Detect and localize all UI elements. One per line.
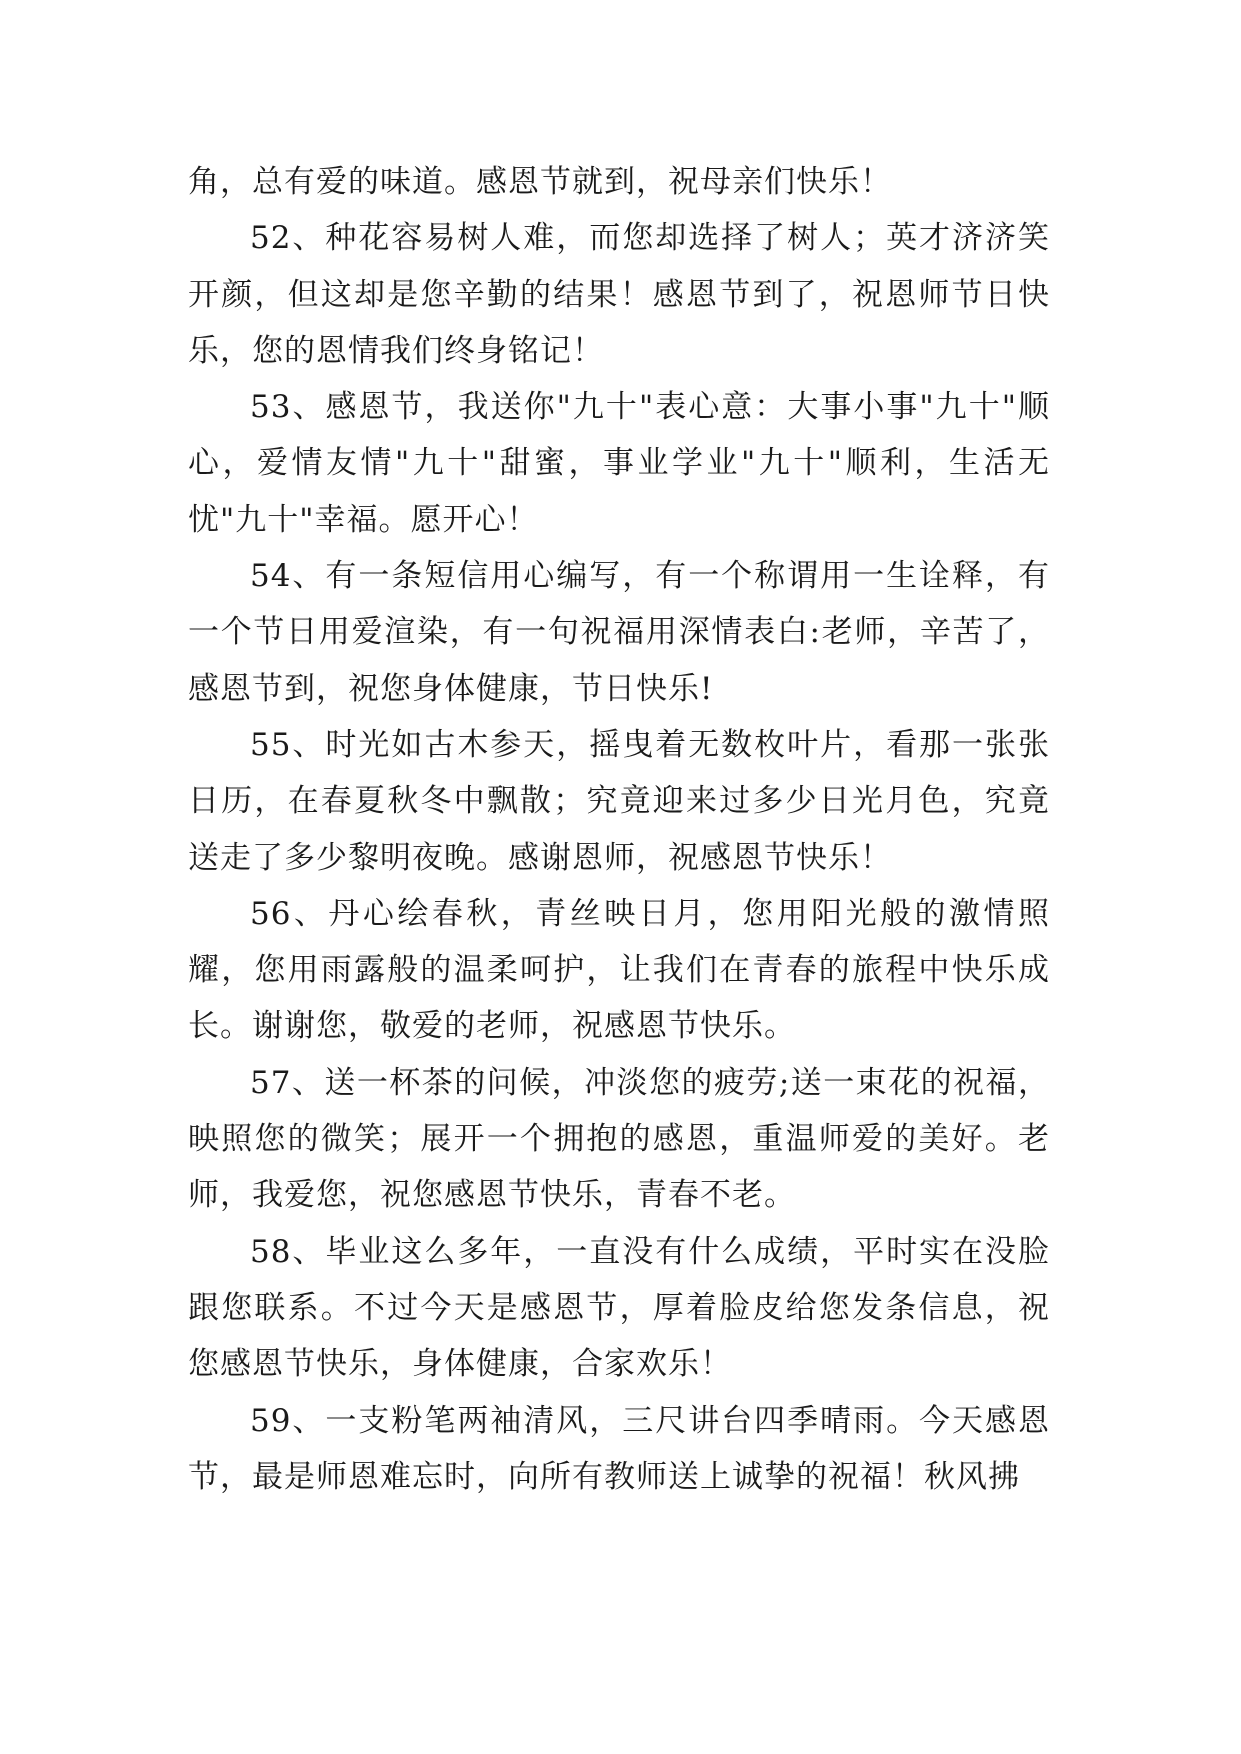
paragraph-59: 59、一支粉笔两袖清风，三尺讲台四季晴雨。今天感恩节，最是师恩难忘时，向所有教师送上诚挚的祝福！秋风拂: [188, 1402, 1050, 1495]
paragraph-52: 52、种花容易树人难，而您却选择了树人；英才济济笑开颜，但这却是您辛勤的结果！感恩节到了，祝恩师节日快乐，您的恩情我们终身铭记！: [188, 220, 1050, 369]
paragraph-continuation: 角，总有爱的味道。感恩节就到，祝母亲们快乐！: [188, 164, 892, 200]
paragraph-53: 53、感恩节，我送你"九十"表心意：大事小事"九十"顺心，爱情友情"九十"甜蜜，事业学业"九十"顺利，生活无忧"九十"幸福。愿开心！: [188, 389, 1050, 538]
paragraph-56: 56、丹心绘春秋，青丝映日月，您用阳光般的激情照耀，您用雨露般的温柔呵护，让我们在青春的旅程中快乐成长。谢谢您，敬爱的老师，祝感恩节快乐。: [188, 895, 1050, 1045]
document-body: [188, 154, 1050, 1505]
paragraph-54: 54、有一条短信用心编写，有一个称谓用一生诠释，有一个节日用爱渲染，有一句祝福用深情表白:老师，辛苦了，感恩节到，祝您身体健康，节日快乐!: [188, 558, 1050, 707]
paragraph-57: 57、送一杯茶的问候，冲淡您的疲劳;送一束花的祝福，映照您的微笑；展开一个拥抱的感恩，重温师爱的美好。老师，我爱您，祝您感恩节快乐，青春不老。: [188, 1064, 1050, 1214]
paragraph-55: 55、时光如古木参天，摇曳着无数枚叶片，看那一张张日历，在春夏秋冬中飘散；究竟迎来过多少日光月色，究竟送走了多少黎明夜晚。感谢恩师，祝感恩节快乐！: [188, 726, 1050, 876]
paragraph-58: 58、毕业这么多年，一直没有什么成绩，平时实在没脸跟您联系。不过今天是感恩节，厚着脸皮给您发条信息，祝您感恩节快乐，身体健康，合家欢乐！: [188, 1233, 1050, 1383]
